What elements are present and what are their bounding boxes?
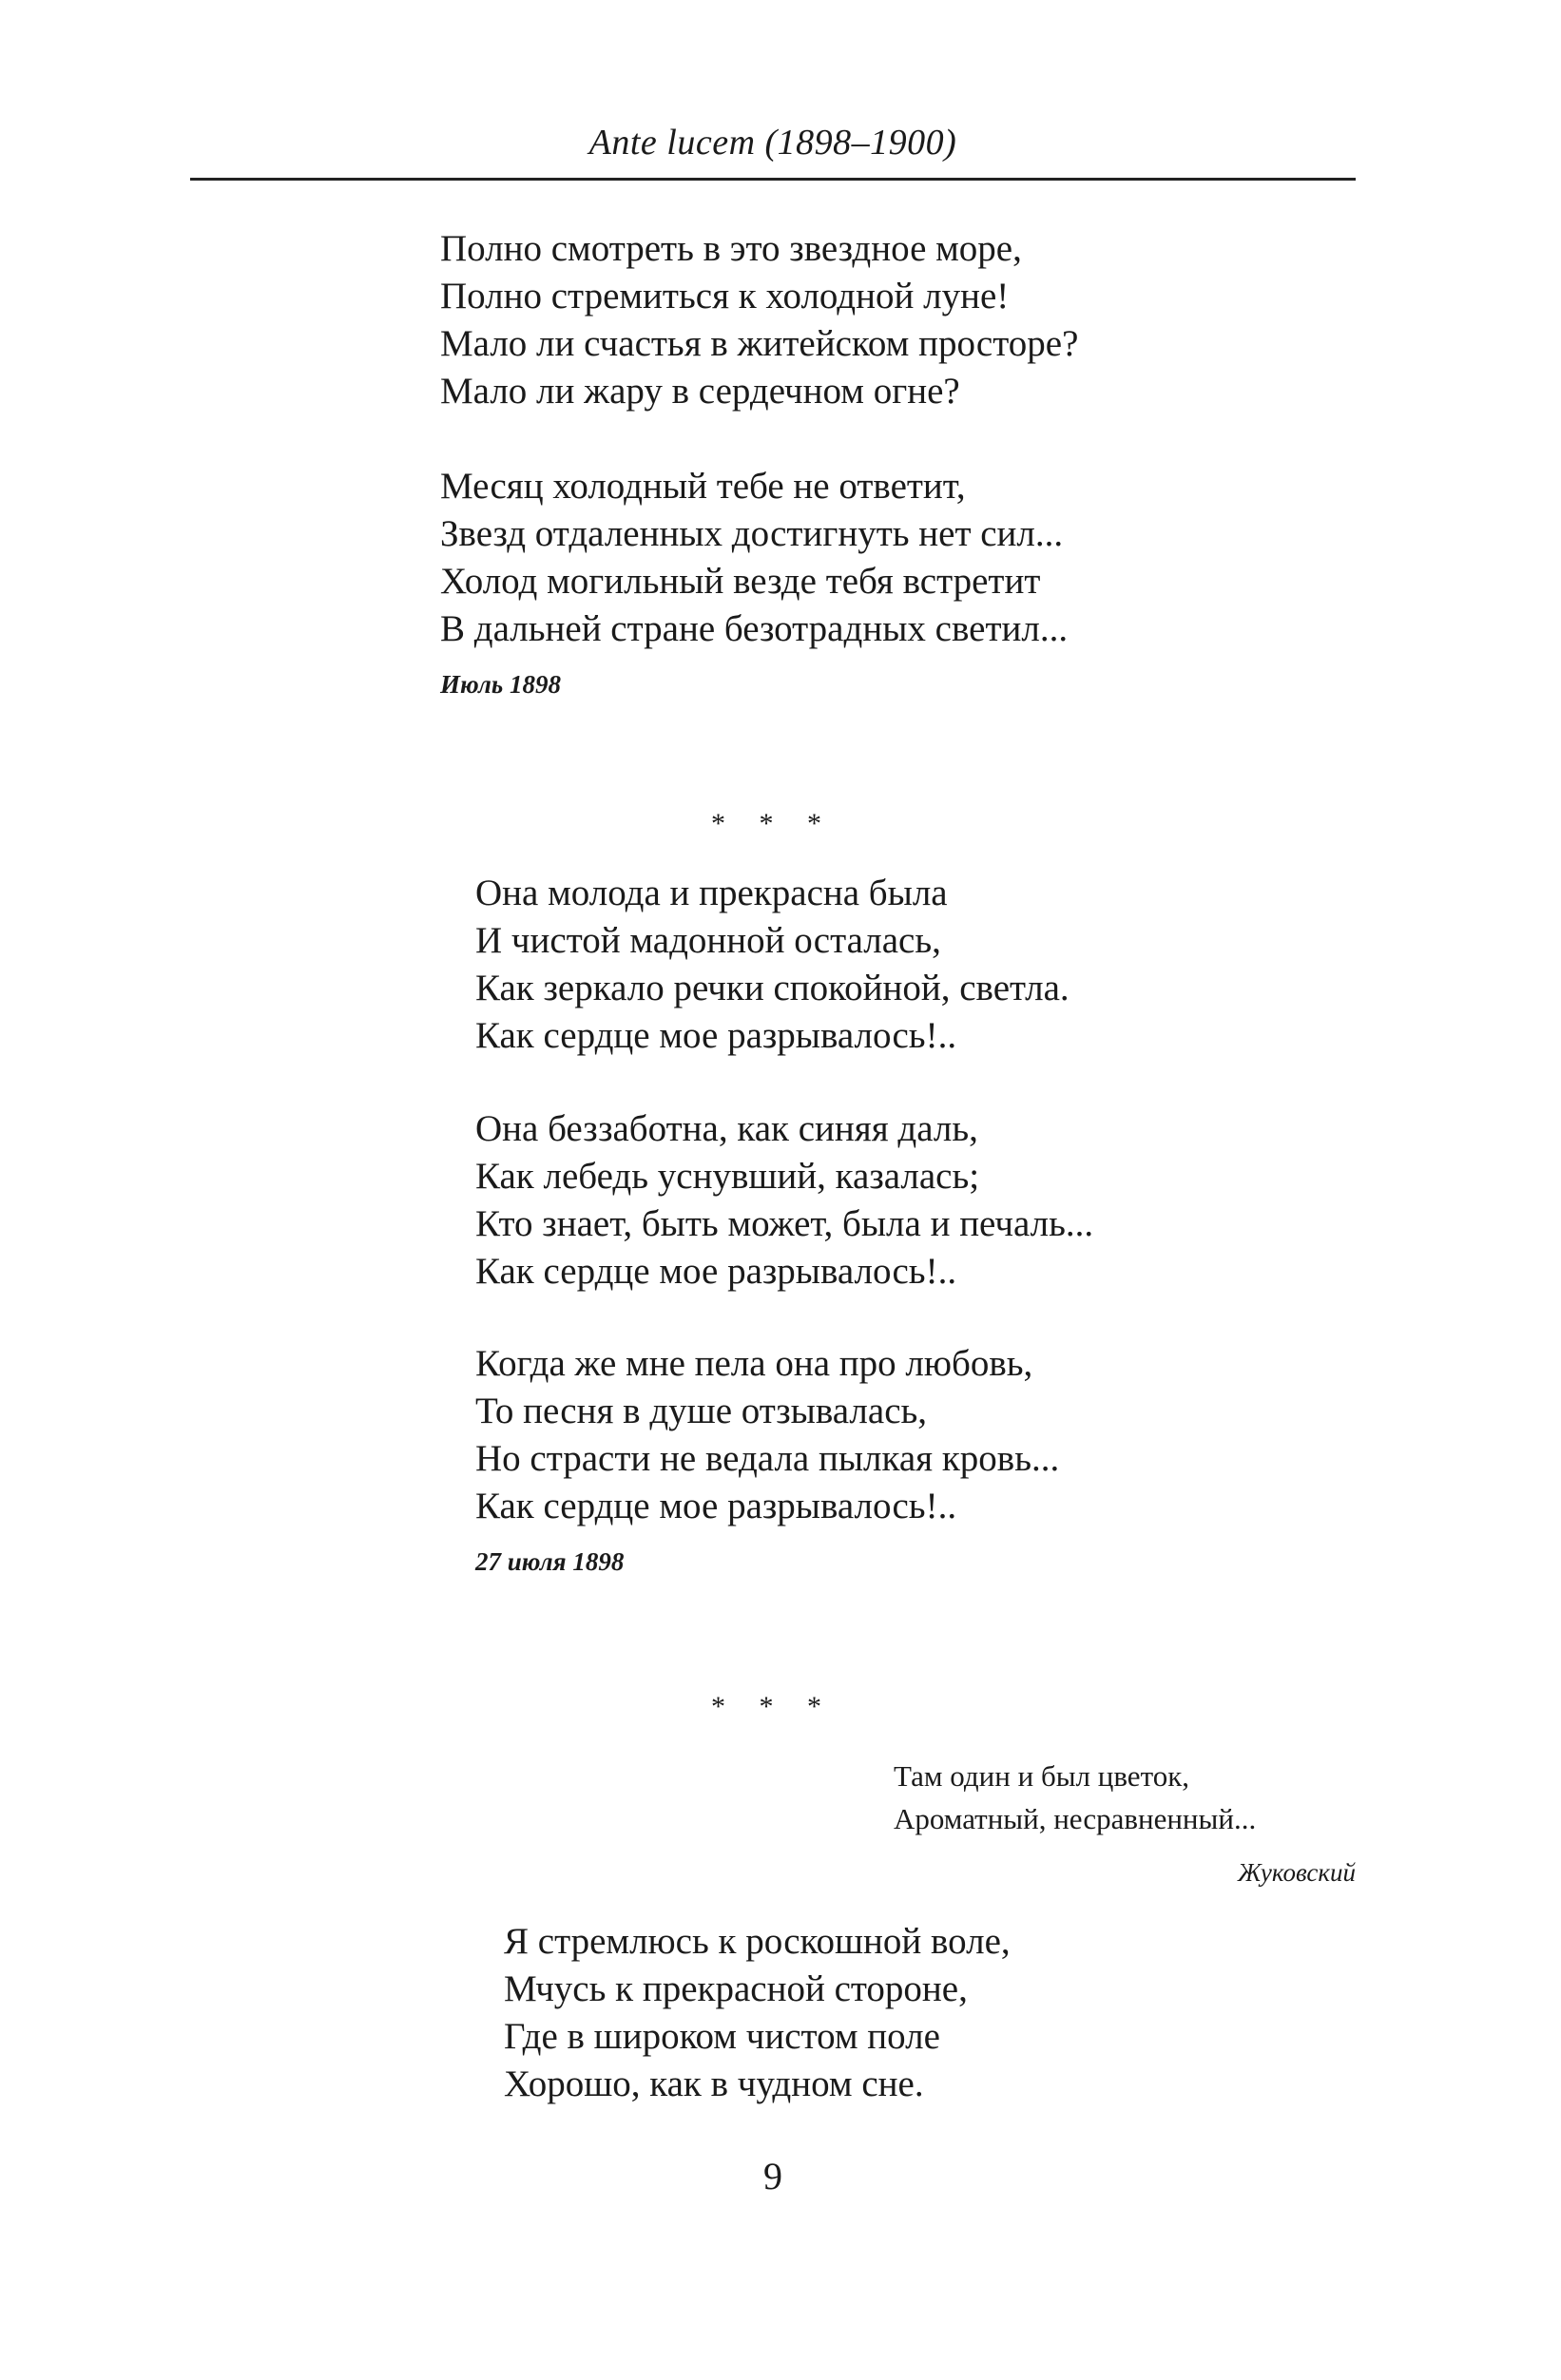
- verse-line: Она беззаботна, как синяя даль,: [475, 1108, 978, 1149]
- verse-line: Она молода и прекрасна была: [475, 873, 948, 913]
- verse-line: И чистой мадонной осталась,: [475, 920, 941, 961]
- verse-line: Но страсти не ведала пылкая кровь...: [475, 1438, 1060, 1479]
- section-separator: * * *: [711, 1691, 835, 1722]
- verse-line: Мало ли жару в сердечном огне?: [440, 371, 960, 412]
- poem-2-stanza-3: [475, 1340, 1059, 1530]
- verse-line: Мало ли счастья в житейском просторе?: [440, 323, 1079, 364]
- poem-1-stanza-1: [440, 225, 1078, 415]
- page-number: 9: [763, 2155, 782, 2198]
- verse-line: То песня в душе отзывалась,: [475, 1391, 928, 1431]
- running-header: Ante lucem (1898–1900): [588, 123, 957, 163]
- poem-2-stanza-2: [475, 1105, 1093, 1296]
- verse-line: Месяц холодный тебе не ответит,: [440, 466, 966, 507]
- poem-1-stanza-2: [440, 463, 1068, 653]
- epigraph-author: Жуковский: [1238, 1858, 1356, 1887]
- epigraph: [894, 1755, 1256, 1840]
- verse-line: Где в широком чистом поле: [504, 2016, 940, 2057]
- verse-line: Кто знает, быть может, была и печаль...: [475, 1203, 1094, 1244]
- verse-line: Как сердце мое разрывалось!..: [475, 1015, 957, 1056]
- verse-line: Как зеркало речки спокойной, светла.: [475, 968, 1070, 1008]
- poem-3-stanza-1: [504, 1918, 1011, 2108]
- verse-line: Как сердце мое разрывалось!..: [475, 1486, 957, 1526]
- verse-line: Когда же мне пела она про любовь,: [475, 1343, 1033, 1384]
- verse-line: Холод могильный везде тебя встретит: [440, 561, 1041, 602]
- verse-line: Я стремлюсь к роскошной воле,: [504, 1921, 1011, 1962]
- verse-line: Полно стремиться к холодной луне!: [440, 276, 1010, 317]
- verse-line: В дальней стране безотрадных светил...: [440, 608, 1069, 649]
- section-separator: * * *: [711, 808, 835, 839]
- poem-1-date: Июль 1898: [440, 670, 561, 699]
- verse-line: Мчусь к прекрасной стороне,: [504, 1968, 968, 2009]
- epigraph-line: Ароматный, несравненный...: [894, 1802, 1257, 1835]
- verse-line: Как сердце мое разрывалось!..: [475, 1251, 957, 1292]
- epigraph-line: Там один и был цветок,: [894, 1759, 1190, 1793]
- verse-line: Как лебедь уснувший, казалась;: [475, 1156, 980, 1197]
- header-rule: [190, 178, 1356, 181]
- poem-2-stanza-1: [475, 870, 1070, 1060]
- verse-line: Хорошо, как в чудном сне.: [504, 2063, 924, 2104]
- verse-line: Звезд отдаленных достигнуть нет сил...: [440, 513, 1064, 554]
- poem-2-date: 27 июля 1898: [475, 1547, 625, 1576]
- verse-line: Полно смотреть в это звездное море,: [440, 228, 1022, 269]
